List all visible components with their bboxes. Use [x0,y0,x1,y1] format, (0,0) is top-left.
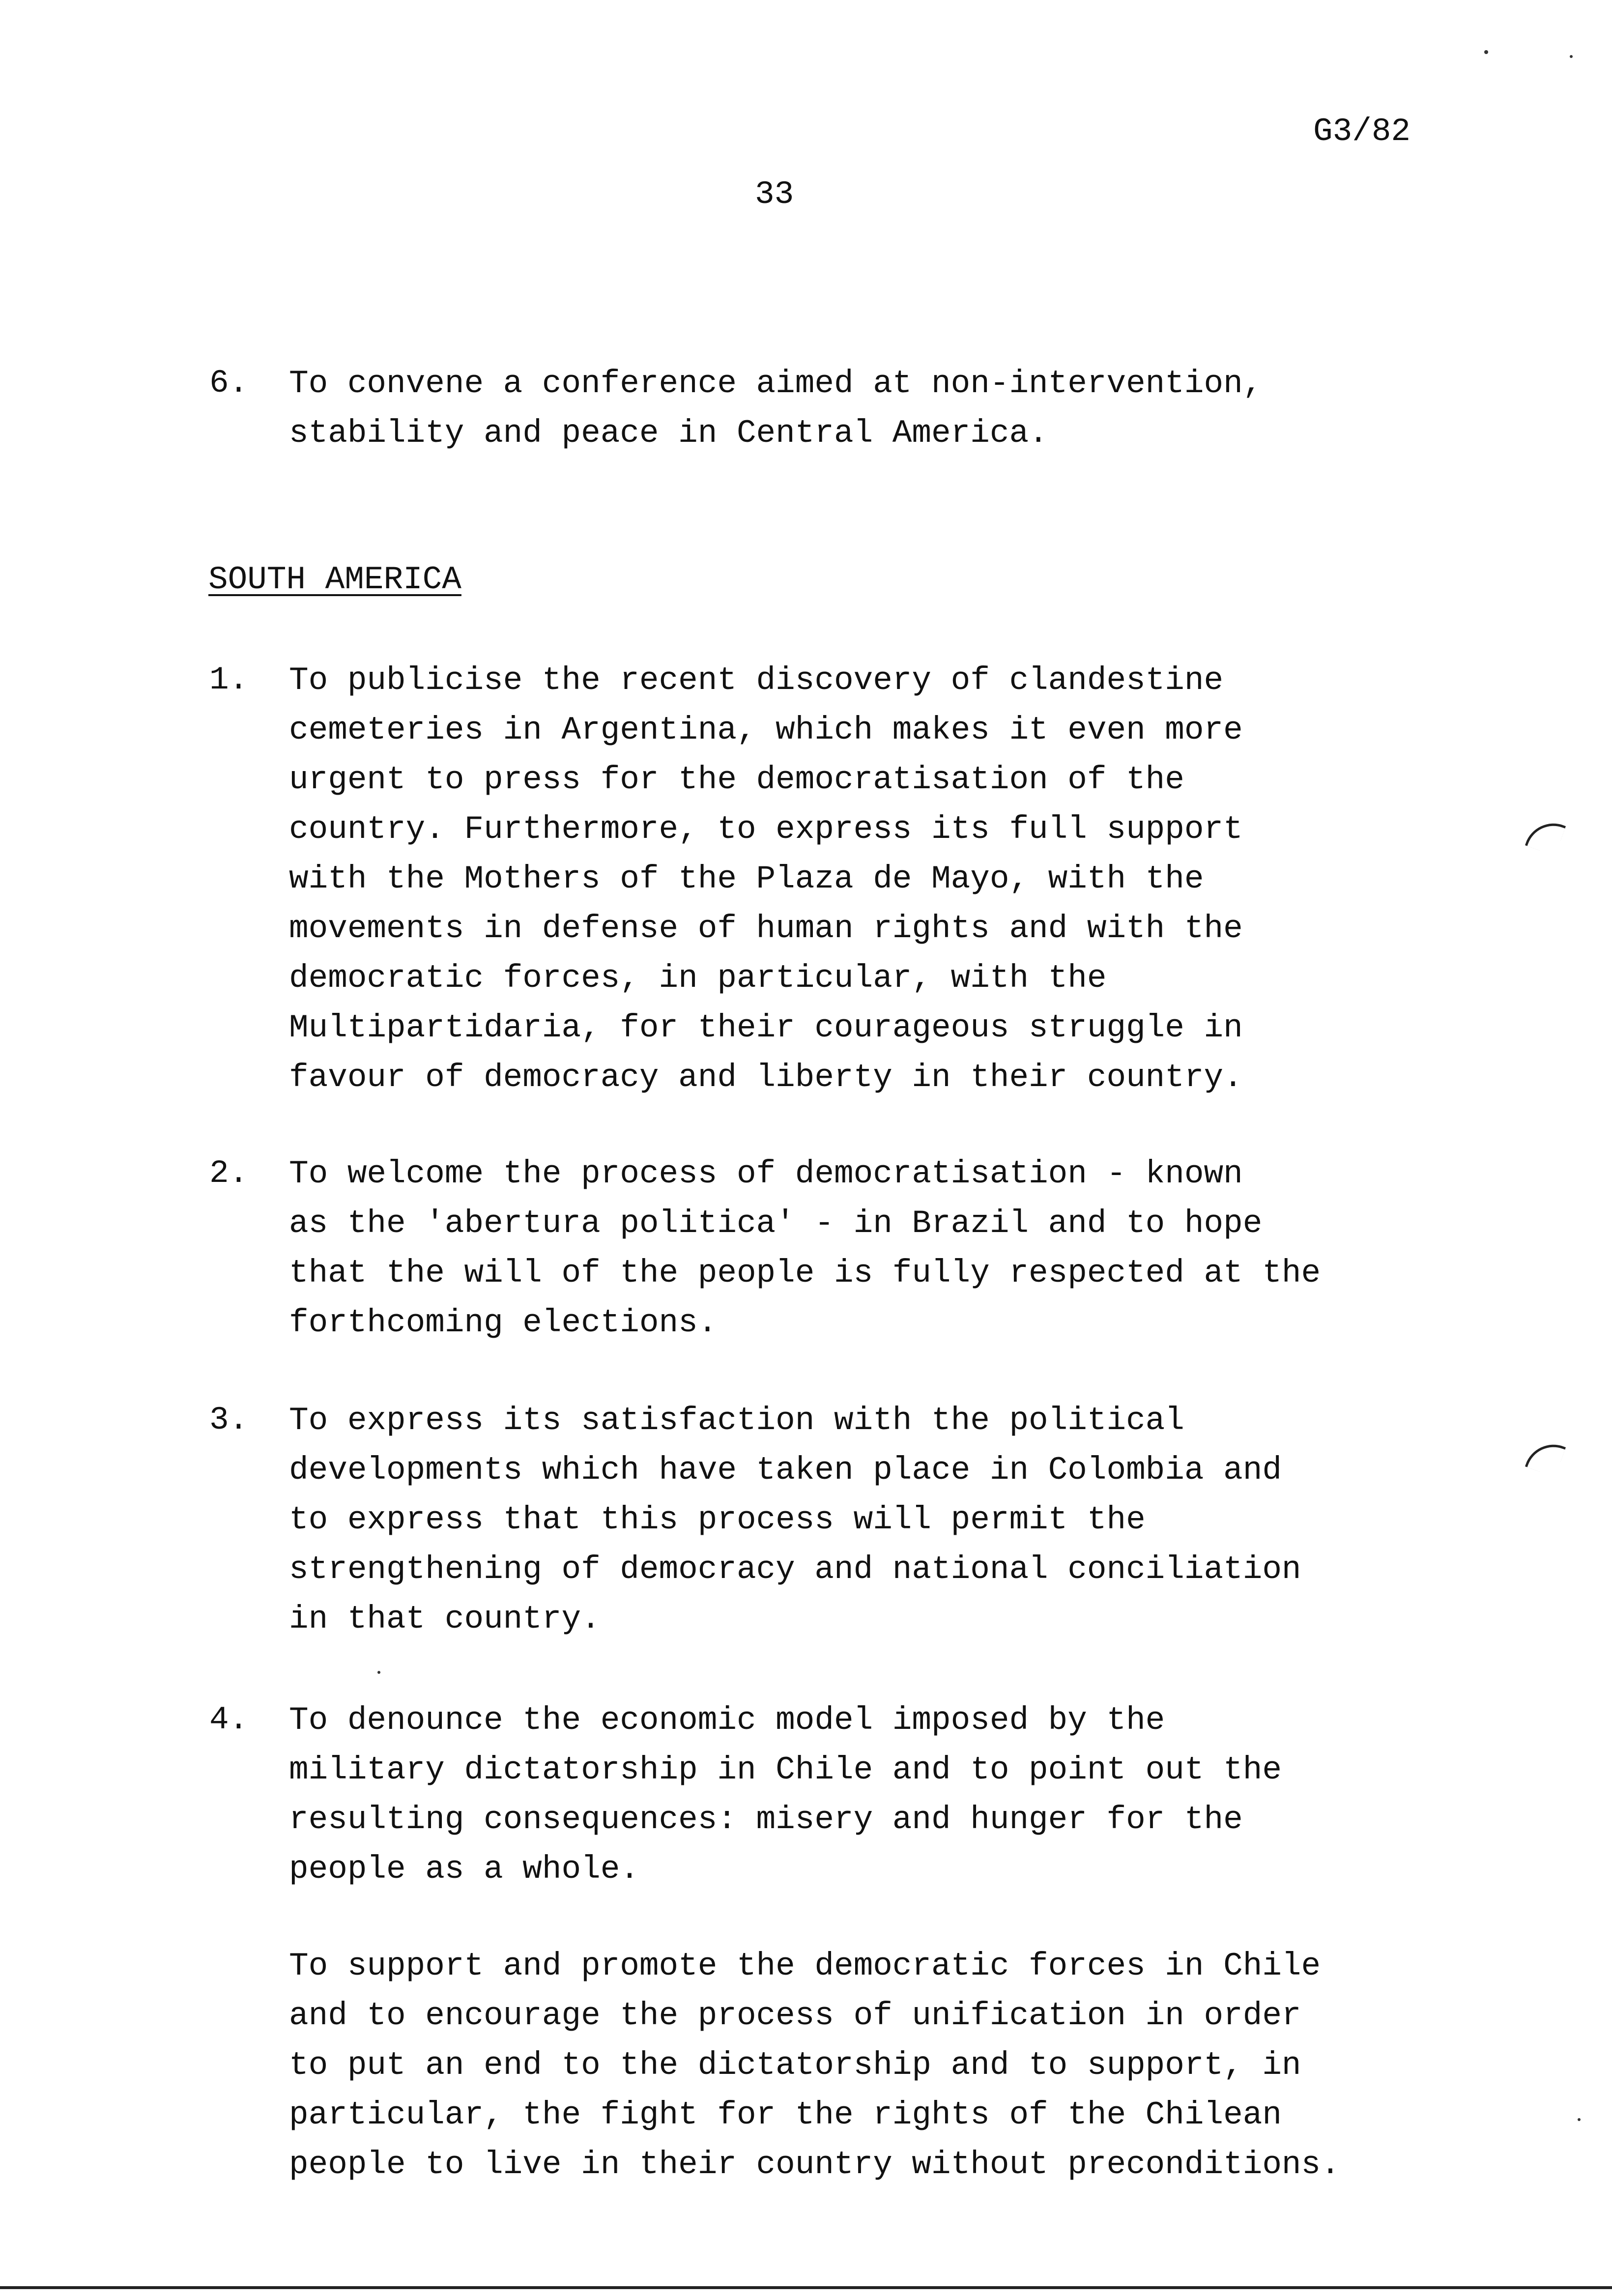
scan-speck [1578,2118,1581,2121]
item-continuation-text: To support and promote the democratic forces in Chile and to encourage the process of unification in order to put an end to the dictatorship and to support, in particular, the fight for the rights of the Chilean people to live in their country without preconditions. [289,1948,1340,2183]
item-text: To welcome the process of democratisation - known as the 'abertura politica' - in Brazil and to hope that the will of the people is fully respected at the forthcoming elections. [289,1155,1321,1341]
item-text: To convene a conference aimed at non-intervention, stability and peace in Central America. [289,365,1263,452]
punch-hole-mark [1525,1436,1566,1477]
item-number: 2. [209,1155,249,1192]
punch-hole-mark [1525,815,1566,856]
scan-speck [1570,55,1573,58]
section-heading: SOUTH AMERICA [208,561,461,598]
item-number: 4. [209,1701,249,1738]
document-reference: G3/82 [1313,113,1411,150]
scan-speck [377,1671,380,1674]
scan-speck [1484,50,1488,54]
page-edge-rule [0,2286,1612,2289]
item-text: To denounce the economic model imposed by the military dictatorship in Chile and to point out the resulting consequences: misery and hunger for the people as a whole. [289,1702,1282,1888]
page-number: 33 [755,176,794,213]
item-text: To publicise the recent discovery of clandestine cemeteries in Argentina, which makes it even more urgent to press for the democratisation of the country. Furthermore, to express its full support with the Mothers of the Plaza de Mayo, with the movements in defense of human rights and with the democratic forces, in particular, with the Multipartidaria, for their courageous struggle in favour of democracy and liberty in their country. [289,662,1243,1096]
item-text: To express its satisfaction with the political developments which have taken place in Colombia and to express that this process will permit the strengthening of democracy and national conciliation in that country. [289,1402,1301,1637]
item-number: 3. [209,1402,249,1438]
item-number: 1. [209,661,249,698]
item-number: 6. [209,365,249,402]
